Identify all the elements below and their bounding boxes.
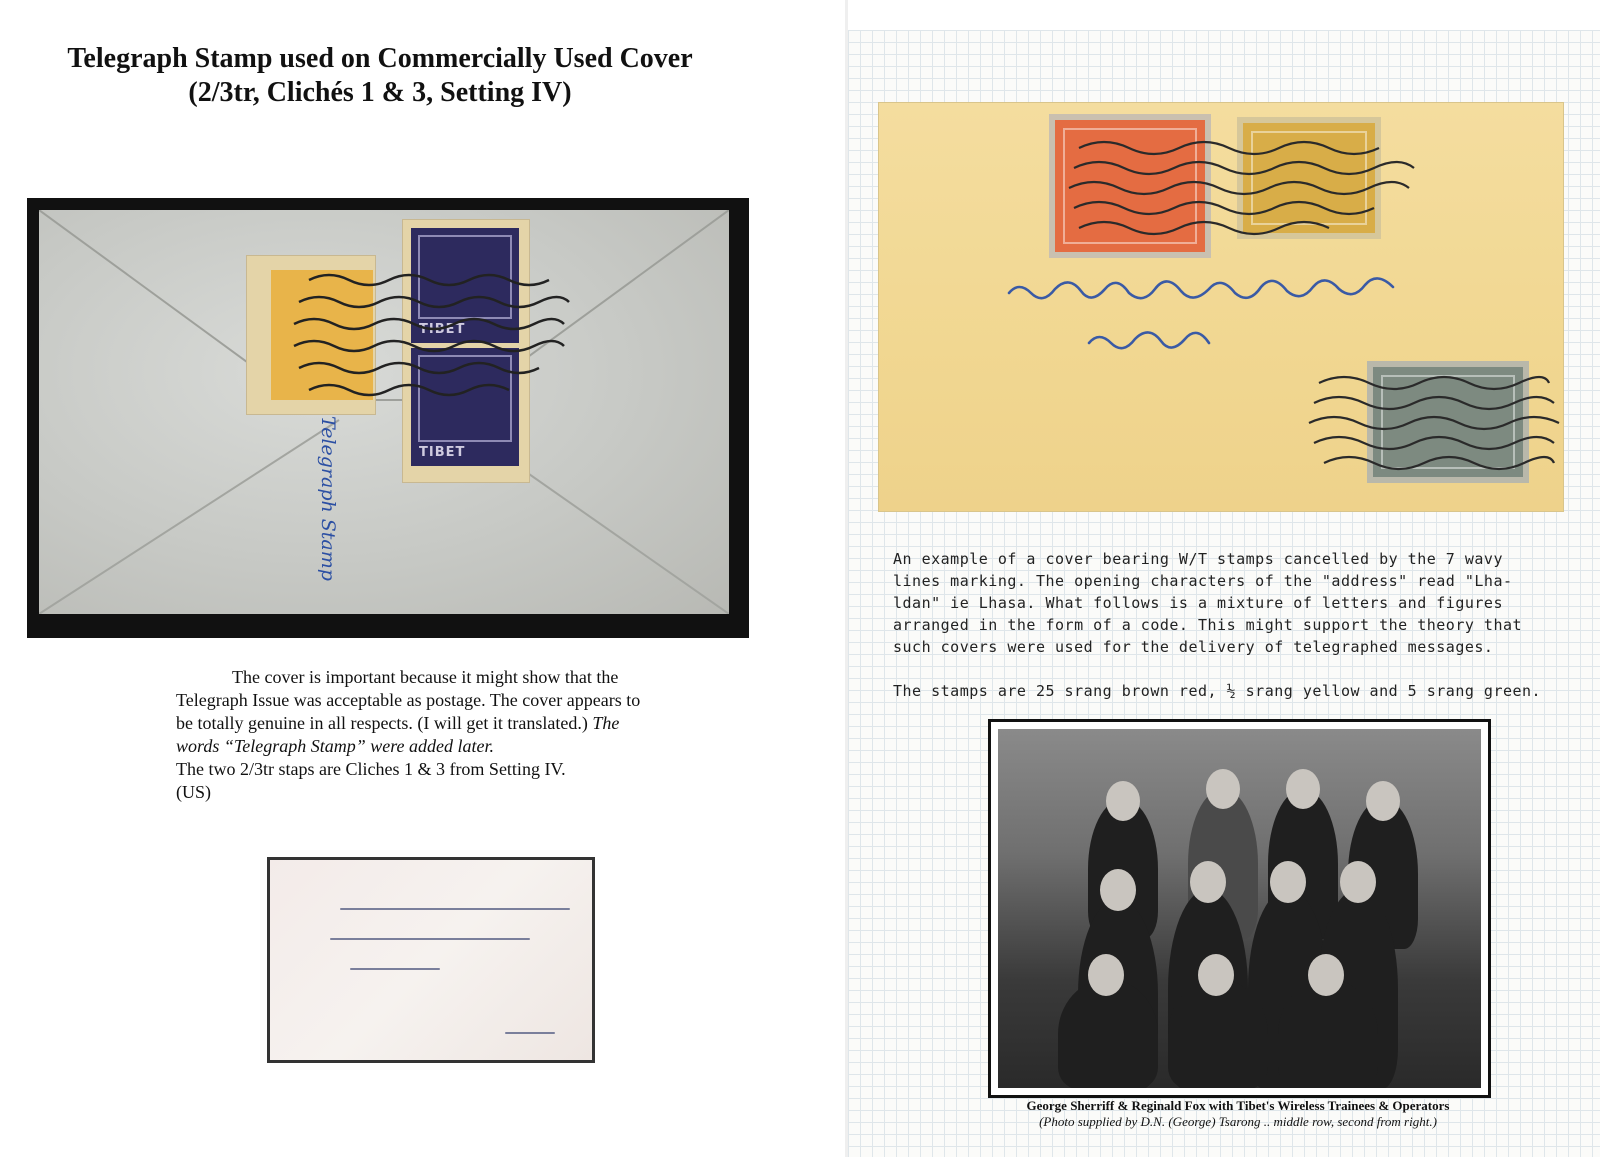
cover-back-image <box>27 198 749 638</box>
caption-italic-note: The words “Telegraph Stamp” were added later. <box>176 713 620 756</box>
tibetan-script-line <box>330 938 530 940</box>
group-photo <box>998 729 1481 1088</box>
photo-caption <box>988 1098 1488 1130</box>
right-notes <box>893 548 1553 724</box>
person-face <box>1270 861 1306 903</box>
person-face <box>1366 781 1400 821</box>
person-face <box>1100 869 1136 911</box>
yellow-cover-image <box>879 103 1563 511</box>
tibetan-script-line <box>350 968 440 970</box>
envelope-back <box>39 210 729 614</box>
caption-text-1: The cover is important because it might show that the Telegraph Issue was acceptable as postage. The cover appears to be totally genuine in all respects. (I will get it translated.) <box>176 667 641 733</box>
caption-paragraph-1 <box>176 666 646 758</box>
title-line-1: Telegraph Stamp used on Commercially Used Cover <box>67 43 693 74</box>
red-stamp-25-srang <box>1055 120 1205 252</box>
note-paragraph: An example of a cover bearing W/T stamps cancelled by the 7 wavy lines marking. The opening characters of the "address" read "Lha-ldan" ie Lhasa. What follows is a mixture of letters and figures arranged in the form of a code. This might support the theory that such covers were used for the delivery of telegraphed messages. <box>893 550 1523 656</box>
tibetan-script-line <box>505 1032 555 1034</box>
note-paragraph: The stamps are 25 srang brown red, ½ srang yellow and 5 srang green. <box>893 682 1542 700</box>
person-face <box>1308 954 1344 996</box>
person-face <box>1198 954 1234 996</box>
green-stamp-5-srang <box>1373 367 1523 477</box>
page-title <box>30 42 730 110</box>
title-line-2: (2/3tr, Clichés 1 & 3, Setting IV) <box>188 77 572 108</box>
person-face <box>1286 769 1320 809</box>
photo-caption-credit: (Photo supplied by D.N. (George) Tsarong .. middle row, second from right.) <box>1039 1114 1437 1129</box>
left-caption <box>176 666 646 804</box>
yellow-stamp-half-srang <box>1243 123 1375 233</box>
person-face <box>1088 954 1124 996</box>
cover-front-image <box>267 857 595 1063</box>
person-face <box>1190 861 1226 903</box>
telegraph-stamp-handwriting: Telegraph Stamp <box>317 416 339 581</box>
wavy-cancel-left-cover <box>39 210 729 614</box>
caption-paragraph-2: The two 2/3tr staps are Cliches 1 & 3 from Setting IV. <box>176 759 566 779</box>
person-face <box>1106 781 1140 821</box>
person-face <box>1206 769 1240 809</box>
stamp-label-top: TIBET <box>419 322 466 337</box>
stamp-label-bottom: TIBET <box>419 445 466 460</box>
person-face <box>1340 861 1376 903</box>
tibetan-script-line <box>340 908 570 910</box>
historical-photo-frame <box>988 719 1491 1098</box>
caption-paragraph-3: (US) <box>176 782 211 802</box>
photo-caption-title: George Sherriff & Reginald Fox with Tibet's Wireless Trainees & Operators <box>1026 1098 1450 1113</box>
